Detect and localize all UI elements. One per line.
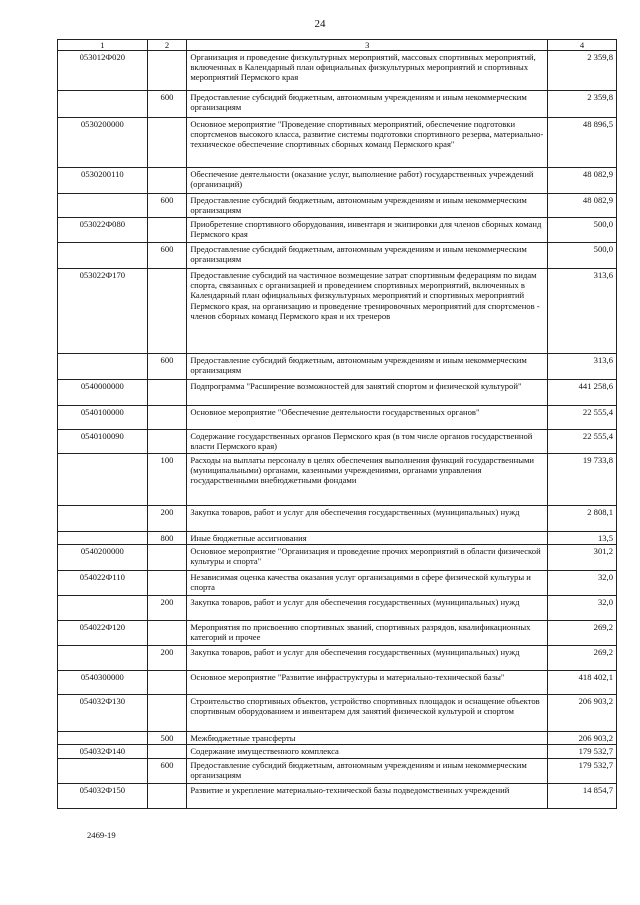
cell-expense-type xyxy=(147,621,187,646)
header-col-4: 4 xyxy=(548,40,617,51)
cell-expense-type xyxy=(147,695,187,732)
cell-code xyxy=(58,91,148,118)
cell-name: Мероприятия по присвоению спортивных званий, спортивных разрядов, квалификационных категорий и прочее xyxy=(187,621,548,646)
cell-code: 0540100090 xyxy=(58,430,148,454)
cell-expense-type xyxy=(147,571,187,596)
cell-code xyxy=(58,454,148,506)
cell-amount: 22 555,4 xyxy=(548,406,617,430)
cell-code xyxy=(58,532,148,545)
cell-amount: 179 532,7 xyxy=(548,745,617,758)
cell-expense-type xyxy=(147,269,187,354)
cell-code: 053022Ф080 xyxy=(58,218,148,243)
cell-expense-type xyxy=(147,380,187,406)
header-col-3: 3 xyxy=(187,40,548,51)
cell-code xyxy=(58,354,148,380)
cell-expense-type xyxy=(147,545,187,571)
table-header-row xyxy=(58,40,617,51)
cell-name: Предоставление субсидий бюджетным, автономным учреждениям и иным некоммерческим организациям xyxy=(187,91,548,118)
cell-code: 053022Ф170 xyxy=(58,269,148,354)
cell-expense-type: 800 xyxy=(147,532,187,545)
cell-expense-type xyxy=(147,671,187,695)
cell-amount: 301,2 xyxy=(548,545,617,571)
cell-code: 053012Ф020 xyxy=(58,51,148,91)
budget-table xyxy=(57,39,617,809)
cell-name: Межбюджетные трансферты xyxy=(187,732,548,745)
cell-code: 054032Ф130 xyxy=(58,695,148,732)
cell-expense-type: 200 xyxy=(147,646,187,671)
cell-expense-type xyxy=(147,118,187,168)
table-row xyxy=(58,532,617,545)
cell-amount: 206 903,2 xyxy=(548,732,617,745)
cell-name: Организация и проведение физкультурных мероприятий, массовых спортивных мероприятий, включенных в Календарный план официальных физкультурных мероприятий и спортивных мероприятий Пермского края xyxy=(187,51,548,91)
cell-amount: 2 359,8 xyxy=(548,91,617,118)
cell-amount: 269,2 xyxy=(548,646,617,671)
cell-name: Обеспечение деятельности (оказание услуг, выполнение работ) государственных учреждений (организаций) xyxy=(187,168,548,194)
cell-name: Основное мероприятие "Организация и проведение прочих мероприятий в области физической культуры и спорта" xyxy=(187,545,548,571)
cell-amount: 206 903,2 xyxy=(548,695,617,732)
cell-code: 054022Ф110 xyxy=(58,571,148,596)
table-row xyxy=(58,596,617,621)
cell-amount: 313,6 xyxy=(548,269,617,354)
table-row xyxy=(58,783,617,808)
cell-code xyxy=(58,758,148,783)
cell-code xyxy=(58,732,148,745)
table-row xyxy=(58,380,617,406)
cell-name: Приобретение спортивного оборудования, инвентаря и экипировки для членов сборных команд Пермского края xyxy=(187,218,548,243)
cell-expense-type xyxy=(147,218,187,243)
cell-code xyxy=(58,243,148,269)
table-row xyxy=(58,118,617,168)
table-row xyxy=(58,454,617,506)
cell-amount: 14 854,7 xyxy=(548,783,617,808)
cell-name: Закупка товаров, работ и услуг для обеспечения государственных (муниципальных) нужд xyxy=(187,646,548,671)
cell-amount: 22 555,4 xyxy=(548,430,617,454)
cell-expense-type xyxy=(147,745,187,758)
cell-amount: 500,0 xyxy=(548,218,617,243)
cell-amount: 500,0 xyxy=(548,243,617,269)
cell-name: Закупка товаров, работ и услуг для обеспечения государственных (муниципальных) нужд xyxy=(187,506,548,532)
cell-name: Иные бюджетные ассигнования xyxy=(187,532,548,545)
table-row xyxy=(58,621,617,646)
cell-amount: 48 082,9 xyxy=(548,168,617,194)
cell-name: Основное мероприятие "Развитие инфраструктуры и материально-технической базы" xyxy=(187,671,548,695)
cell-amount: 418 402,1 xyxy=(548,671,617,695)
cell-code xyxy=(58,194,148,218)
cell-amount: 269,2 xyxy=(548,621,617,646)
document-code: 2469-19 xyxy=(87,830,116,840)
cell-code xyxy=(58,596,148,621)
cell-code: 0540000000 xyxy=(58,380,148,406)
cell-code: 054022Ф120 xyxy=(58,621,148,646)
cell-amount: 2 808,1 xyxy=(548,506,617,532)
cell-expense-type xyxy=(147,406,187,430)
cell-name: Предоставление субсидий бюджетным, автономным учреждениям и иным некоммерческим организациям xyxy=(187,758,548,783)
cell-expense-type xyxy=(147,51,187,91)
table-row xyxy=(58,732,617,745)
cell-amount: 48 082,9 xyxy=(548,194,617,218)
table-row xyxy=(58,91,617,118)
cell-name: Предоставление субсидий бюджетным, автономным учреждениям и иным некоммерческим организациям xyxy=(187,194,548,218)
cell-name: Подпрограмма "Расширение возможностей для занятий спортом и физической культурой" xyxy=(187,380,548,406)
table-row xyxy=(58,430,617,454)
cell-name: Развитие и укрепление материально-технической базы подведомственных учреждений xyxy=(187,783,548,808)
cell-expense-type: 600 xyxy=(147,354,187,380)
cell-expense-type: 600 xyxy=(147,91,187,118)
header-col-1: 1 xyxy=(58,40,148,51)
table-row xyxy=(58,243,617,269)
cell-expense-type: 100 xyxy=(147,454,187,506)
cell-code: 0530200000 xyxy=(58,118,148,168)
table-row xyxy=(58,571,617,596)
table-row xyxy=(58,168,617,194)
table-row xyxy=(58,194,617,218)
table-row xyxy=(58,545,617,571)
cell-expense-type: 200 xyxy=(147,596,187,621)
cell-expense-type: 200 xyxy=(147,506,187,532)
cell-amount: 441 258,6 xyxy=(548,380,617,406)
page-number: 24 xyxy=(314,18,326,30)
cell-expense-type: 600 xyxy=(147,243,187,269)
cell-code xyxy=(58,646,148,671)
cell-expense-type: 500 xyxy=(147,732,187,745)
table-row xyxy=(58,671,617,695)
cell-name: Строительство спортивных объектов, устройство спортивных площадок и оснащение объектов спортивным оборудованием и инвентарем для занятий физической культурой и спортом xyxy=(187,695,548,732)
cell-name: Расходы на выплаты персоналу в целях обеспечения выполнения функций государственными (муниципальными) органами, казенными учреждениями, органами управления государственными внебюджетными фондами xyxy=(187,454,548,506)
cell-expense-type xyxy=(147,430,187,454)
cell-name: Основное мероприятие "Проведение спортивных мероприятий, обеспечение подготовки спортсменов высокого класса, развитие системы подготовки спортивного резерва, материально-техническое обеспечение спортивных сборных команд Пермского края" xyxy=(187,118,548,168)
table-row xyxy=(58,745,617,758)
table-row xyxy=(58,758,617,783)
cell-code: 0540200000 xyxy=(58,545,148,571)
cell-amount: 13,5 xyxy=(548,532,617,545)
cell-code: 054032Ф140 xyxy=(58,745,148,758)
cell-name: Основное мероприятие "Обеспечение деятельности государственных органов" xyxy=(187,406,548,430)
cell-amount: 32,0 xyxy=(548,571,617,596)
cell-name: Независимая оценка качества оказания услуг организациями в сфере физической культуры и спорта xyxy=(187,571,548,596)
cell-amount: 2 359,8 xyxy=(548,51,617,91)
cell-amount: 19 733,8 xyxy=(548,454,617,506)
cell-name: Предоставление субсидий на частичное возмещение затрат спортивным федерациям по видам спорта, связанных с организацией и проведением спортивных мероприятий, включенных в Календарный план официальных физкультурных мероприятий и спортивных мероприятий Пермского края, на организацию и проведение тренировочных мероприятий для спортсменов - членов сборных команд Пермского края и их тренеров xyxy=(187,269,548,354)
table-row xyxy=(58,51,617,91)
header-col-2: 2 xyxy=(147,40,187,51)
cell-code xyxy=(58,506,148,532)
cell-name: Предоставление субсидий бюджетным, автономным учреждениям и иным некоммерческим организациям xyxy=(187,354,548,380)
cell-code: 0540100000 xyxy=(58,406,148,430)
cell-name: Содержание государственных органов Пермского края (в том числе органов государственной власти Пермского края) xyxy=(187,430,548,454)
table-row xyxy=(58,695,617,732)
cell-amount: 32,0 xyxy=(548,596,617,621)
table-row xyxy=(58,406,617,430)
cell-amount: 48 896,5 xyxy=(548,118,617,168)
cell-expense-type xyxy=(147,168,187,194)
cell-amount: 313,6 xyxy=(548,354,617,380)
table-row xyxy=(58,646,617,671)
table-row xyxy=(58,506,617,532)
cell-code: 0530200110 xyxy=(58,168,148,194)
cell-amount: 179 532,7 xyxy=(548,758,617,783)
cell-code: 054032Ф150 xyxy=(58,783,148,808)
table-row xyxy=(58,269,617,354)
table-row xyxy=(58,218,617,243)
cell-expense-type xyxy=(147,783,187,808)
cell-name: Закупка товаров, работ и услуг для обеспечения государственных (муниципальных) нужд xyxy=(187,596,548,621)
cell-name: Предоставление субсидий бюджетным, автономным учреждениям и иным некоммерческим организациям xyxy=(187,243,548,269)
cell-expense-type: 600 xyxy=(147,758,187,783)
table-row xyxy=(58,354,617,380)
cell-code: 0540300000 xyxy=(58,671,148,695)
cell-expense-type: 600 xyxy=(147,194,187,218)
cell-name: Содержание имущественного комплекса xyxy=(187,745,548,758)
